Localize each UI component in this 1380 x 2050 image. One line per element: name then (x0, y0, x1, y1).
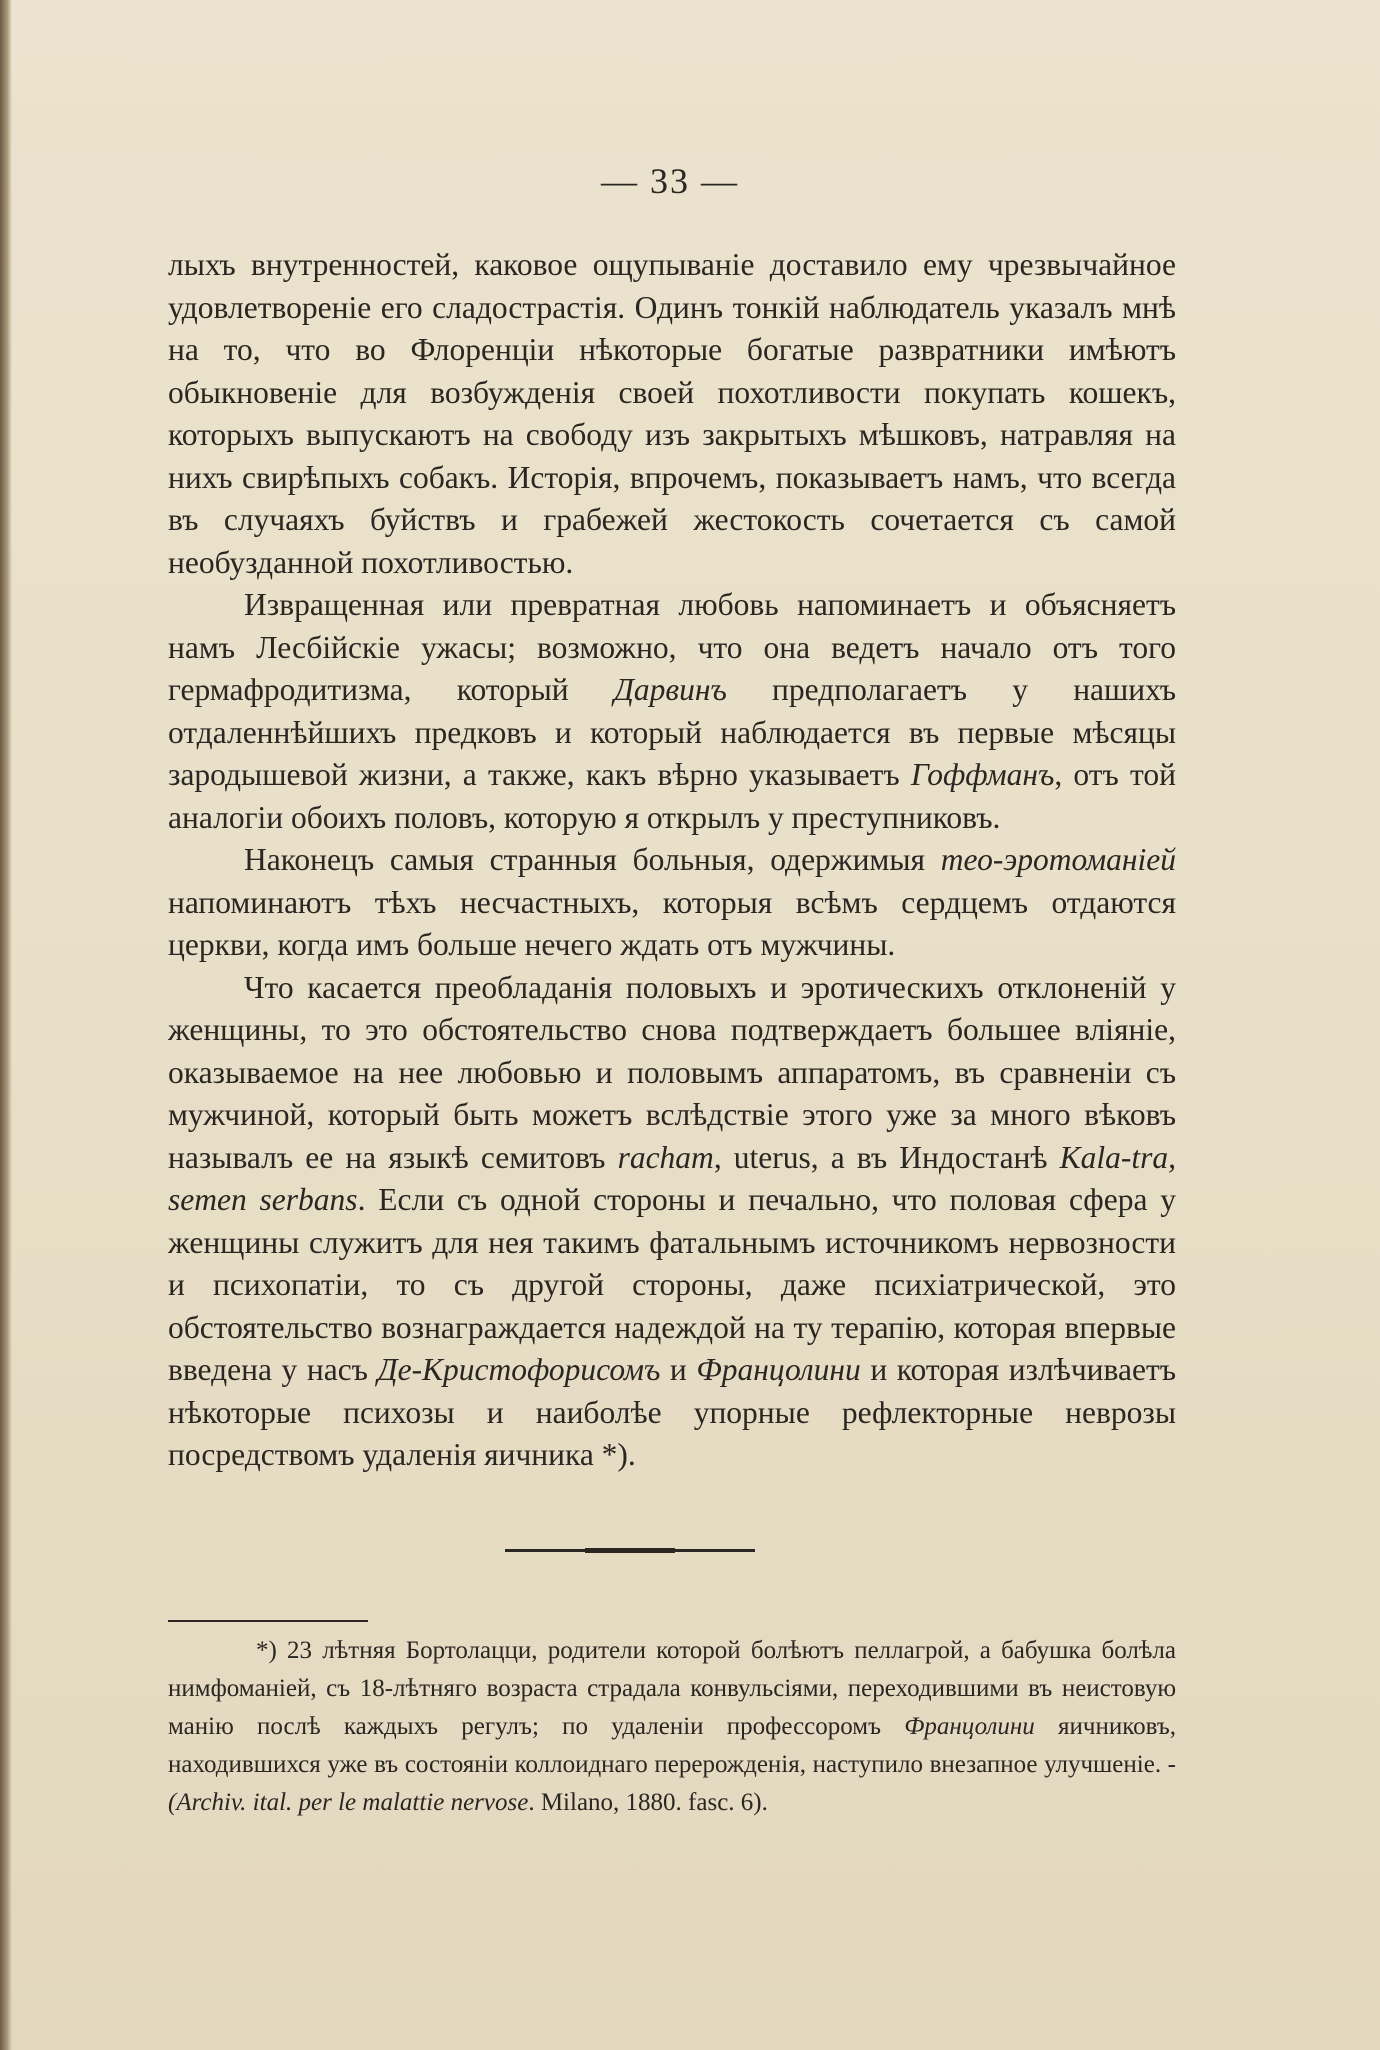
page-number: — 33 — (601, 161, 739, 201)
paragraph-3 (168, 839, 1176, 967)
footnote-segment: яичниковъ, находившихся уже въ состояніи коллоиднаго перерожденія, наступило внезапное улучшеніе. - (168, 1713, 1176, 1778)
text-segment: и (660, 1352, 697, 1387)
footnote-segment: . Milano, 1880. fasc. 6). (528, 1789, 768, 1816)
paragraph-1 (168, 244, 1176, 584)
main-text (168, 244, 1176, 1477)
text-emphasis: Kala-tra, semen serbans (168, 1139, 1176, 1217)
text-segment: Извращенная или превратная любовь напоминаетъ и объясняетъ намъ Лесбійскіе ужасы; возможно, что она ведетъ начало отъ того гермафродитизма, который (168, 587, 1176, 707)
text-segment: Наконецъ самыя странныя больныя, одержимыя (244, 842, 941, 877)
footnote-emphasis: Францолини (904, 1713, 1035, 1740)
paragraph-4 (168, 967, 1176, 1477)
text-segment: Что касается преобладанія половыхъ и эротическихъ отклоненій у женщины, то это обстоятельство снова подтверждаетъ большее вліяніе, оказываемое на нее любовью и половымъ аппаратомъ, въ сравненіи съ мужчиной, который быть можетъ вслѣдствіе этого уже за много вѣковъ называлъ ее на языкѣ семитовъ (168, 969, 1176, 1175)
text-segment: , отъ той аналогіи обоихъ половъ, которую я открылъ у преступниковъ. (168, 757, 1176, 835)
text-segment: предполагаетъ у нашихъ отдаленнѣйшихъ предковъ и который наблюдается въ первые мѣсяцы зародышевой жизни, а также, какъ вѣрно указываетъ (168, 672, 1176, 792)
footnote (168, 1632, 1176, 1822)
footnote-text (168, 1632, 1176, 1822)
footnote-segment: *) 23 лѣтняя Бортолацци, родители которой болѣютъ пеллагрой, а бабушка болѣла нимфоманіей, съ 18-лѣтняго возраста страдала конвульсіями, переходившими въ неистовую манію послѣ каждыхъ регулъ; по удаленіи профессоромъ (168, 1637, 1176, 1740)
text-segment: и которая излѣчиваетъ нѣкоторые психозы и наиболѣе упорные рефлекторные неврозы посредствомъ удаленія яичника *). (168, 1352, 1177, 1472)
footnote-emphasis: (Archiv. ital. per le malattie nervose (168, 1789, 529, 1816)
paragraph-2 (168, 584, 1176, 839)
text-segment: лыхъ внутренностей, каковое ощупываніе доставило ему чрезвычайное удовлетвореніе его сладострастія. Одинъ тонкій наблюдатель указалъ мнѣ на то, что во Флоренціи нѣкоторые богатые развратники имѣютъ обыкновеніе для возбужденія своей похотливости покупать кошекъ, которыхъ выпускаютъ на свободу изъ закрытыхъ мѣшковъ, натравляя на нихъ свирѣпыхъ собакъ. Исторія, впрочемъ, показываетъ намъ, что всегда въ случаяхъ буйствъ и грабежей жестокость сочетается съ самой необузданной похотливостью. (168, 247, 1176, 580)
text-segment: , uterus, а въ Индостанѣ (713, 1139, 1060, 1175)
text-emphasis: тео-эротоманіей (940, 842, 1176, 877)
text-segment: . Если съ одной стороны и печально, что половая сфера у женщины служитъ для нея такимъ фатальнымъ источникомъ нервозности и психопатіи, то съ другой стороны, даже психіатрической, это обстоятельство вознаграждается надеждой на ту терапію, которая впервые введена у насъ (168, 1182, 1177, 1387)
page-spine-shadow (0, 0, 12, 2050)
text-emphasis: Дарвинъ (613, 672, 727, 707)
text-segment: напоминаютъ тѣхъ несчастныхъ, которыя всѣмъ сердцемъ отдаются церкви, когда имъ больше нечего ждать отъ мужчины. (168, 884, 1176, 962)
text-emphasis: Францолини (696, 1352, 861, 1387)
footnote-rule (168, 1620, 368, 1622)
text-emphasis: Де-Кристофорисомъ (377, 1352, 661, 1387)
section-separator (505, 1549, 755, 1552)
text-emphasis: racham (617, 1139, 714, 1175)
text-emphasis: Гоффманъ (910, 757, 1055, 792)
